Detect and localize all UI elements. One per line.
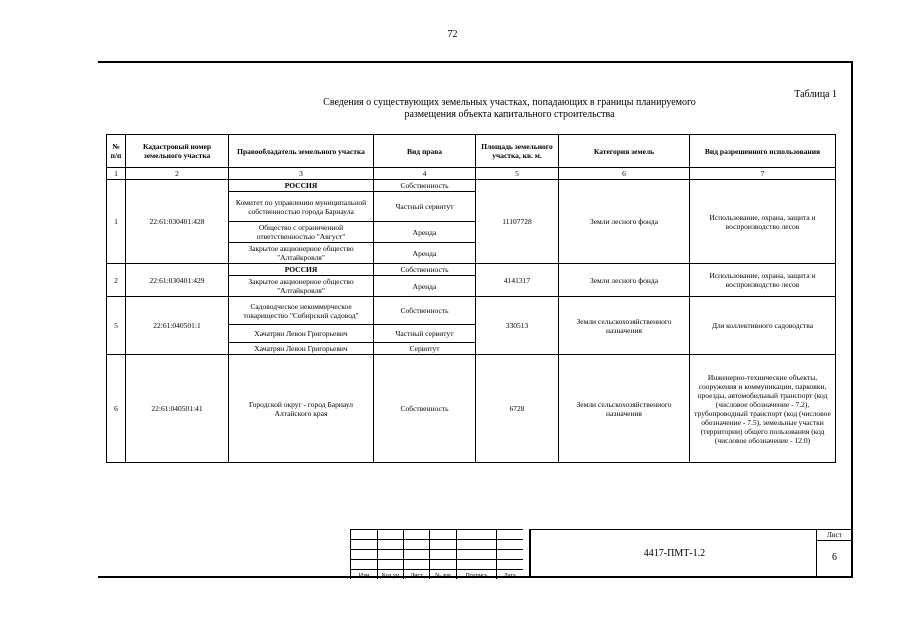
header-category: Категория земель — [559, 135, 690, 168]
row-number: 6 — [107, 355, 126, 463]
permitted-usage: Инженерно-технические объекты, сооружения и коммуникации, парковки, проезды, автомобильный транспорт (код (числовое обозначение - 7.2), трубопроводный транспорт (код (числовое обозначение - 7.5), земельные участки (территории) общего пользования (код (числовое обозначение - 12.0) — [690, 355, 836, 463]
holder-name: Хачатрян Левон Григорьевич — [229, 343, 374, 355]
right-type: Собственность — [374, 264, 476, 276]
plot-area: 330513 — [476, 297, 559, 355]
stamp-grid — [350, 529, 523, 579]
col-number: 4 — [374, 168, 476, 180]
column-number-row — [107, 168, 836, 180]
permitted-usage: Для коллективного садоводства — [690, 297, 836, 355]
holder-name: Садоводческое некоммерческое товарищество "Сибирский садовод" — [229, 297, 374, 325]
header-cadastral: Кадастровый номер земельного участка — [126, 135, 229, 168]
right-type: Собственность — [374, 180, 476, 192]
stamp-label: Лист — [404, 570, 430, 580]
header-right: Вид права — [374, 135, 476, 168]
header-usage: Вид разрешенного использования — [690, 135, 836, 168]
holder-name: РОССИЯ — [229, 264, 374, 276]
page-number: 72 — [447, 29, 458, 40]
table-row — [107, 264, 836, 276]
stamp-label: № док — [430, 570, 457, 580]
right-type: Аренда — [374, 276, 476, 297]
table-caption — [98, 97, 851, 121]
header-area: Площадь земельного участка, кв. м. — [476, 135, 559, 168]
land-category: Земли сельскохозяйственного назначения — [559, 297, 690, 355]
stamp-labels-row — [351, 570, 523, 580]
right-type: Сервитут — [374, 343, 476, 355]
header-num: № п/п — [107, 135, 126, 168]
holder-name: Общество с ограниченной ответственностью "Август" — [229, 222, 374, 243]
plot-area: 11107728 — [476, 180, 559, 264]
land-category: Земли лесного фонда — [559, 180, 690, 264]
right-type: Частный сервитут — [374, 192, 476, 222]
cadastral-number: 22:61:040501:41 — [126, 355, 229, 463]
table-row — [107, 297, 836, 325]
permitted-usage: Использование, охрана, защита и воспроизводство лесов — [690, 180, 836, 264]
cadastral-number: 22:61:030401:428 — [126, 180, 229, 264]
row-number: 5 — [107, 297, 126, 355]
sheet-number: 6 — [832, 552, 837, 563]
land-category: Земли лесного фонда — [559, 264, 690, 297]
col-number: 6 — [559, 168, 690, 180]
cadastral-number: 22:61:040501:1 — [126, 297, 229, 355]
permitted-usage: Использование, охрана, защита и воспроизводство лесов — [690, 264, 836, 297]
cadastral-number: 22:61:030401:429 — [126, 264, 229, 297]
plot-area: 4141317 — [476, 264, 559, 297]
stamp-label: Подпись — [457, 570, 497, 580]
row-number: 1 — [107, 180, 126, 264]
sheet-label: Лист — [817, 530, 852, 541]
plot-area: 6728 — [476, 355, 559, 463]
right-type: Частный сервитут — [374, 325, 476, 343]
right-type: Аренда — [374, 222, 476, 243]
col-number: 1 — [107, 168, 126, 180]
holder-name: Закрытое акционерное общество "Алтайкровля" — [229, 243, 374, 264]
holder-name: РОССИЯ — [229, 180, 374, 192]
col-number: 2 — [126, 168, 229, 180]
caption-line-2: размещения объекта капитального строительства — [404, 109, 615, 120]
caption-line-1: Сведения о существующих земельных участках, попадающих в границы планируемого — [323, 97, 696, 108]
row-number: 2 — [107, 264, 126, 297]
holder-name: Комитет по управлению муниципальной собственностью города Барнаула — [229, 192, 374, 222]
col-number: 3 — [229, 168, 374, 180]
stamp-label: Кол.уч — [378, 570, 404, 580]
document-frame — [98, 61, 853, 578]
header-holder: Правообладатель земельного участка — [229, 135, 374, 168]
land-plots-table — [106, 134, 836, 463]
holder-name: Городской округ - город Барнаул Алтайского края — [229, 355, 374, 463]
land-category: Земли сельскохозяйственного назначения — [559, 355, 690, 463]
stamp-label: Дата — [497, 570, 523, 580]
title-block-stamp — [350, 529, 851, 578]
right-type: Собственность — [374, 297, 476, 325]
stamp-label: Изм — [351, 570, 378, 580]
table-row — [107, 355, 836, 463]
right-type: Собственность — [374, 355, 476, 463]
table-header-row — [107, 135, 836, 168]
table-row — [107, 180, 836, 192]
right-type: Аренда — [374, 243, 476, 264]
holder-name: Закрытое акционерное общество "Алтайкровля" — [229, 276, 374, 297]
document-id: 4417-ПМТ-1.2 — [529, 529, 818, 577]
col-number: 5 — [476, 168, 559, 180]
col-number: 7 — [690, 168, 836, 180]
holder-name: Хачатрян Левон Григорьевич — [229, 325, 374, 343]
sheet-box — [816, 529, 852, 577]
table-label: Таблица 1 — [794, 89, 837, 100]
